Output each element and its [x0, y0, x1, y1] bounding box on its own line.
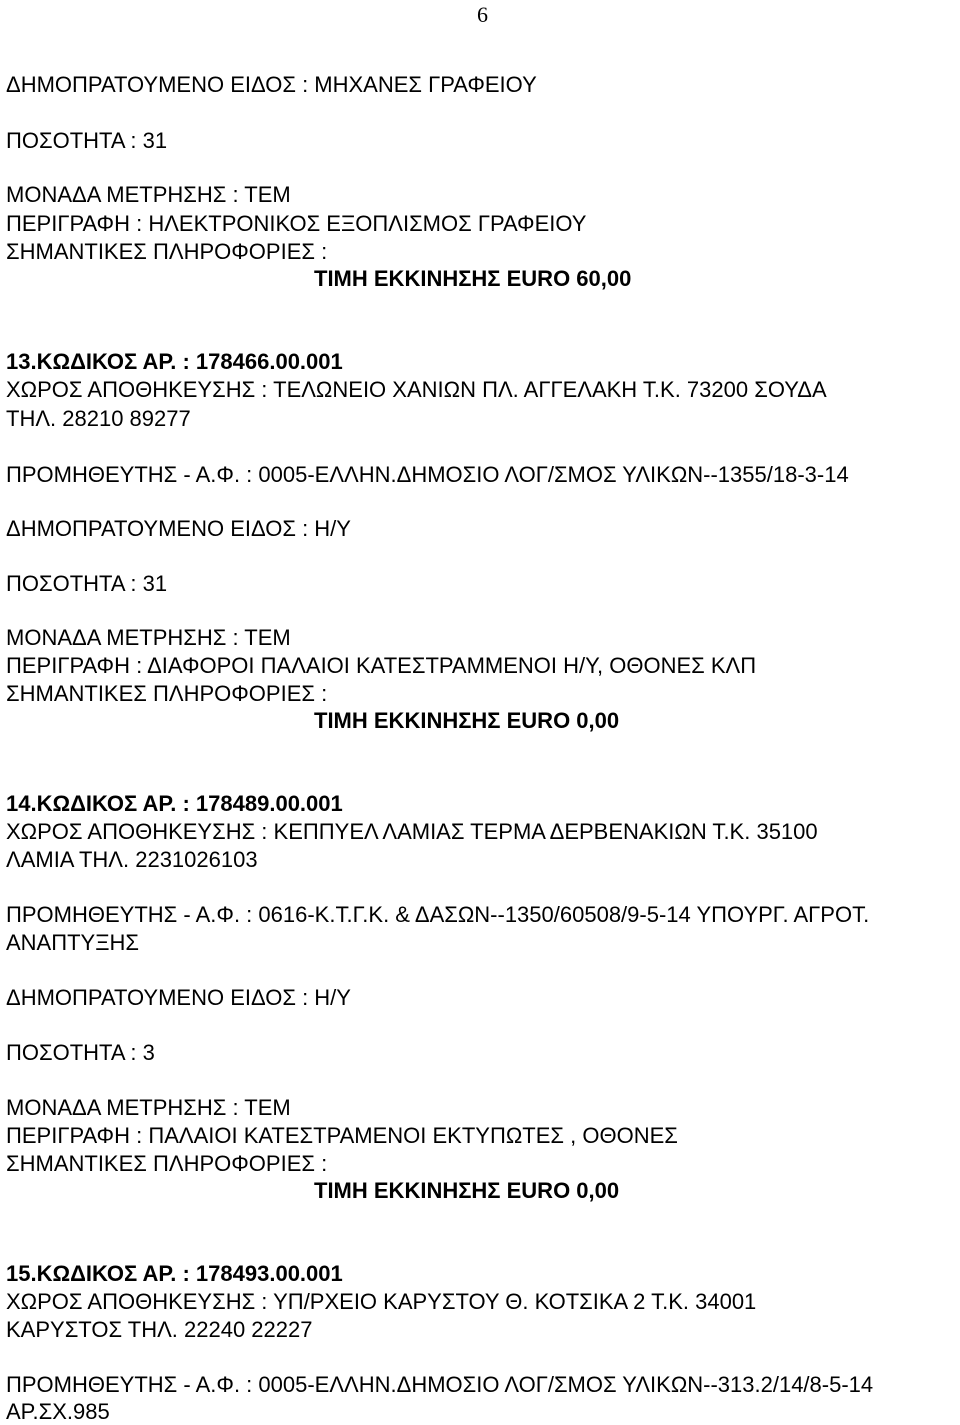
item-type-line: ΔΗΜΟΠΡΑΤΟΥΜΕΝΟ ΕΙΔΟΣ : Η/Υ	[6, 985, 351, 1010]
storage-location-line: ΧΩΡΟΣ ΑΠΟΘΗΚΕΥΣΗΣ : ΥΠ/ΡΧΕΙΟ ΚΑΡΥΣΤΟΥ Θ. ΚΟΤΣΙΚΑ 2 Τ.Κ. 34001	[6, 1289, 757, 1314]
phone-line: ΚΑΡΥΣΤΟΣ ΤΗΛ. 22240 22227	[6, 1317, 313, 1342]
item-code-line: 13.ΚΩΔΙΚΟΣ ΑΡ. : 178466.00.001	[6, 349, 343, 374]
important-info-line: ΣΗΜΑΝΤΙΚΕΣ ΠΛΗΡΟΦΟΡΙΕΣ :	[6, 681, 328, 706]
quantity-line: ΠΟΣΟΤΗΤΑ : 3	[6, 1040, 155, 1065]
starting-price-line: ΤΙΜΗ ΕΚΚΙΝΗΣΗΣ EURO 0,00	[314, 708, 620, 733]
item-code-line: 15.ΚΩΔΙΚΟΣ ΑΡ. : 178493.00.001	[6, 1261, 343, 1286]
supplier-line-continued: ΑΝΑΠΤΥΞΗΣ	[6, 930, 140, 955]
page-number: 6	[477, 2, 488, 27]
unit-line: ΜΟΝΑΔΑ ΜΕΤΡΗΣΗΣ : ΤΕΜ	[6, 182, 291, 207]
starting-price-line: ΤΙΜΗ ΕΚΚΙΝΗΣΗΣ EURO 0,00	[314, 1178, 620, 1203]
important-info-line: ΣΗΜΑΝΤΙΚΕΣ ΠΛΗΡΟΦΟΡΙΕΣ :	[6, 239, 328, 264]
unit-line: ΜΟΝΑΔΑ ΜΕΤΡΗΣΗΣ : ΤΕΜ	[6, 1095, 291, 1120]
description-line: ΠΕΡΙΓΡΑΦΗ : ΔΙΑΦΟΡΟΙ ΠΑΛΑΙΟΙ ΚΑΤΕΣΤΡΑΜΜΕΝΟΙ Η/Υ, ΟΘΟΝΕΣ ΚΛΠ	[6, 653, 757, 678]
item-type-line: ΔΗΜΟΠΡΑΤΟΥΜΕΝΟ ΕΙΔΟΣ : Η/Υ	[6, 516, 351, 541]
quantity-line: ΠΟΣΟΤΗΤΑ : 31	[6, 128, 168, 153]
description-line: ΠΕΡΙΓΡΑΦΗ : ΠΑΛΑΙΟΙ ΚΑΤΕΣΤΡΑΜΕΝΟΙ ΕΚΤΥΠΩΤΕΣ , ΟΘΟΝΕΣ	[6, 1123, 678, 1148]
starting-price-line: ΤΙΜΗ ΕΚΚΙΝΗΣΗΣ EURO 60,00	[314, 266, 632, 291]
phone-line: ΛΑΜΙΑ ΤΗΛ. 2231026103	[6, 847, 258, 872]
storage-location-line: ΧΩΡΟΣ ΑΠΟΘΗΚΕΥΣΗΣ : ΚΕΠΠΥΕΛ ΛΑΜΙΑΣ ΤΕΡΜΑ ΔΕΡΒΕΝΑΚΙΩΝ Τ.Κ. 35100	[6, 819, 818, 844]
supplier-line: ΠΡΟΜΗΘΕΥΤΗΣ - Α.Φ. : 0005-ΕΛΛΗΝ.ΔΗΜΟΣΙΟ ΛΟΓ/ΣΜΟΣ ΥΛΙΚΩΝ--1355/18-3-14	[6, 462, 849, 487]
quantity-line: ΠΟΣΟΤΗΤΑ : 31	[6, 571, 168, 596]
item-type-line: ΔΗΜΟΠΡΑΤΟΥΜΕΝΟ ΕΙΔΟΣ : ΜΗΧΑΝΕΣ ΓΡΑΦΕΙΟΥ	[6, 72, 537, 97]
storage-location-line: ΧΩΡΟΣ ΑΠΟΘΗΚΕΥΣΗΣ : ΤΕΛΩΝΕΙΟ ΧΑΝΙΩΝ ΠΛ. ΑΓΓΕΛΑΚΗ Τ.Κ. 73200 ΣΟΥΔΑ	[6, 377, 827, 402]
item-code-line: 14.ΚΩΔΙΚΟΣ ΑΡ. : 178489.00.001	[6, 791, 343, 816]
phone-line: ΤΗΛ. 28210 89277	[6, 406, 191, 431]
supplier-line-continued: ΑΡ.ΣΧ.985	[6, 1399, 110, 1424]
supplier-line: ΠΡΟΜΗΘΕΥΤΗΣ - Α.Φ. : 0616-Κ.Τ.Γ.Κ. & ΔΑΣΩΝ--1350/60508/9-5-14 ΥΠΟΥΡΓ. ΑΓΡΟΤ.	[6, 902, 870, 927]
unit-line: ΜΟΝΑΔΑ ΜΕΤΡΗΣΗΣ : ΤΕΜ	[6, 625, 291, 650]
description-line: ΠΕΡΙΓΡΑΦΗ : ΗΛΕΚΤΡΟΝΙΚΟΣ ΕΞΟΠΛΙΣΜΟΣ ΓΡΑΦΕΙΟΥ	[6, 211, 587, 236]
supplier-line: ΠΡΟΜΗΘΕΥΤΗΣ - Α.Φ. : 0005-ΕΛΛΗΝ.ΔΗΜΟΣΙΟ ΛΟΓ/ΣΜΟΣ ΥΛΙΚΩΝ--313.2/14/8-5-14	[6, 1372, 874, 1397]
important-info-line: ΣΗΜΑΝΤΙΚΕΣ ΠΛΗΡΟΦΟΡΙΕΣ :	[6, 1151, 328, 1176]
